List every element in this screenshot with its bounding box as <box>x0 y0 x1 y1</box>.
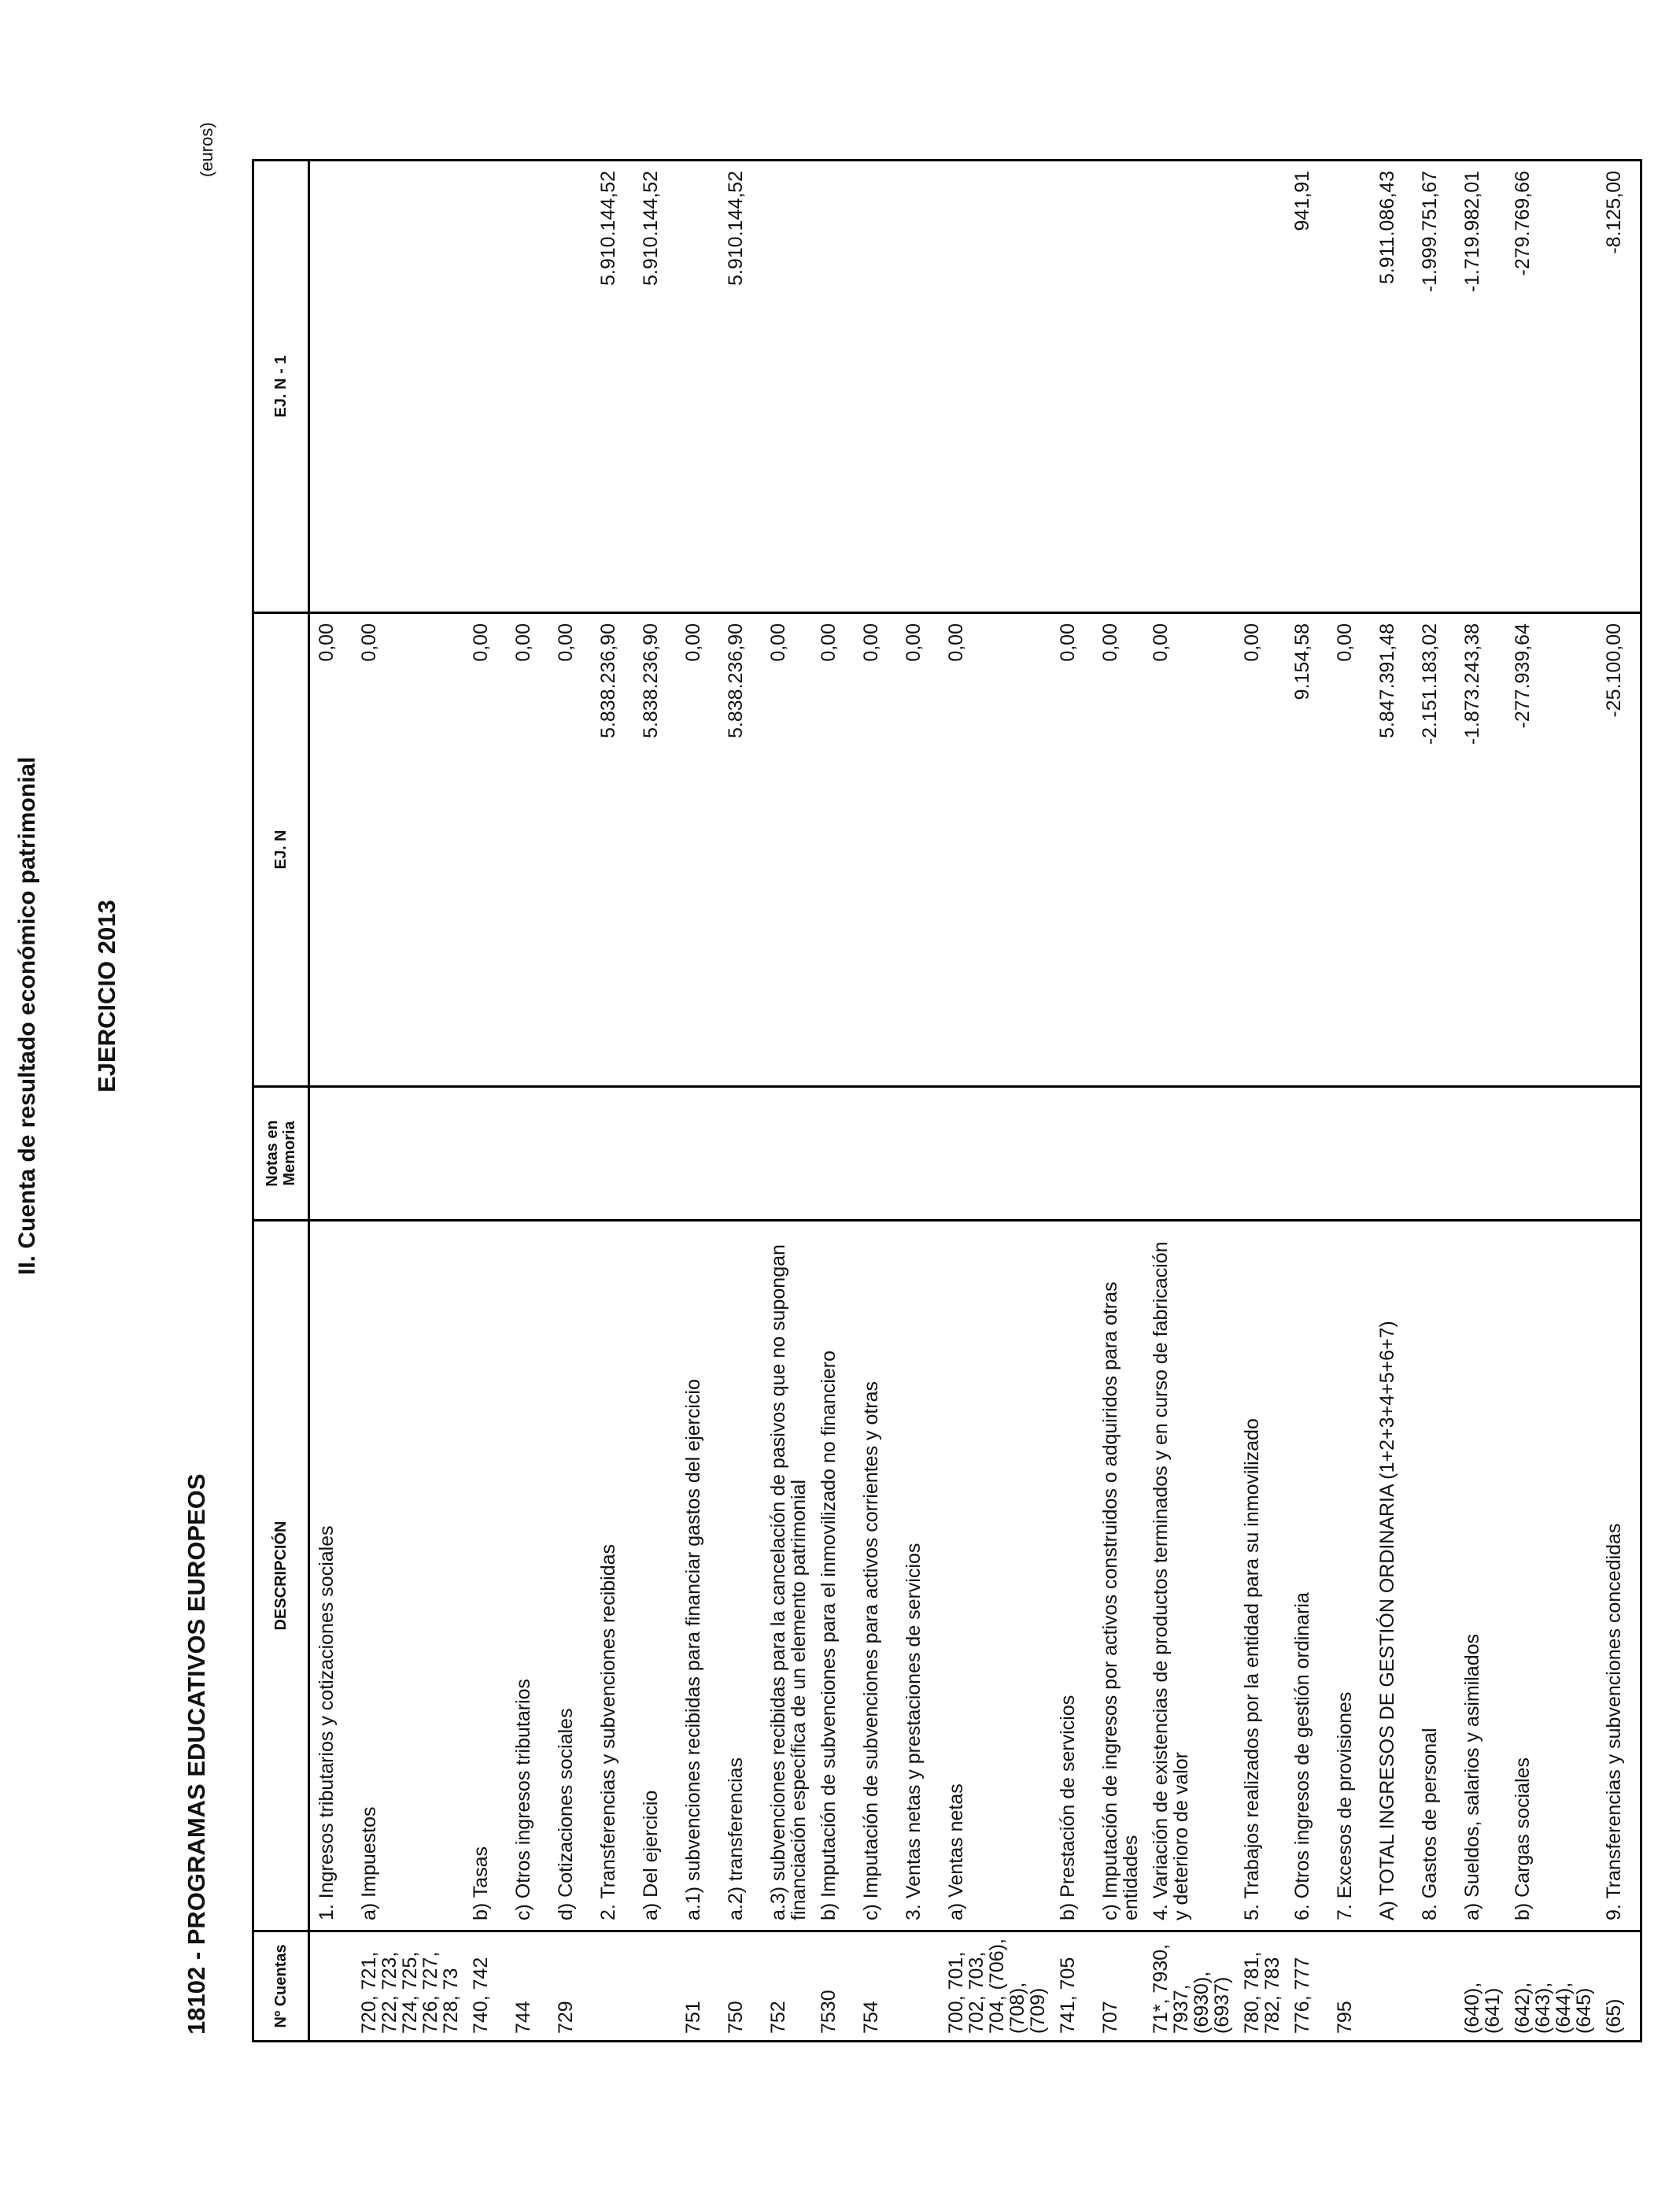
cell-cuentas <box>634 1931 677 2042</box>
table-row <box>592 161 634 2042</box>
cell-cuentas: 71*, 7930, 7937, (6930), (6937) <box>1144 1931 1235 2042</box>
header-cuentas: Nº Cuentas <box>253 1931 309 2042</box>
cell-descripcion: b) Prestación de servicios <box>1051 1221 1094 1931</box>
cell-notas <box>940 1087 1051 1221</box>
program-title: 18102 - PROGRAMAS EDUCATIVOS EUROPEOS <box>183 1473 210 2035</box>
cell-notas <box>507 1087 549 1221</box>
cell-ej-n: 0,00 <box>855 613 897 1087</box>
cell-ej-n: 5.838.236,90 <box>634 613 677 1087</box>
table-row <box>1144 161 1235 2042</box>
cell-ej-n1: -1.719.982,01 <box>1456 161 1506 613</box>
cell-ej-n: 0,00 <box>353 613 464 1087</box>
cell-notas <box>855 1087 897 1221</box>
cell-ej-n: 0,00 <box>464 613 507 1087</box>
cell-cuentas <box>897 1931 940 2042</box>
cell-ej-n1 <box>940 161 1051 613</box>
cell-cuentas: 729 <box>549 1931 592 2042</box>
table-row <box>1051 161 1094 2042</box>
cell-notas <box>353 1087 464 1221</box>
cell-ej-n1: 5.910.144,52 <box>719 161 762 613</box>
table-row <box>762 161 812 2042</box>
cell-cuentas: 754 <box>855 1931 897 2042</box>
table-row <box>719 161 762 2042</box>
cell-notas <box>1051 1087 1094 1221</box>
table-row <box>353 161 464 2042</box>
cell-descripcion: b) Imputación de subvenciones para el inmovilizado no financiero <box>812 1221 855 1931</box>
table-row <box>464 161 507 2042</box>
cell-ej-n1 <box>464 161 507 613</box>
cell-cuentas: 750 <box>719 1931 762 2042</box>
exercise-title: EJERCICIO 2013 <box>93 900 120 1092</box>
cell-descripcion: d) Cotizaciones sociales <box>549 1221 592 1931</box>
cell-cuentas: 776, 777 <box>1286 1931 1328 2042</box>
cell-ej-n1 <box>762 161 812 613</box>
cell-ej-n: 0,00 <box>309 613 353 1087</box>
cell-ej-n1 <box>1094 161 1144 613</box>
cell-descripcion: c) Otros ingresos tributarios <box>507 1221 549 1931</box>
header-notas <box>253 1087 309 1221</box>
cell-notas <box>897 1087 940 1221</box>
cell-cuentas: (65) <box>1597 1931 1641 2042</box>
cell-cuentas <box>1413 1931 1456 2042</box>
cell-descripcion: a.1) subvenciones recibidas para financiar gastos del ejercicio <box>677 1221 719 1931</box>
table-row <box>1235 161 1286 2042</box>
table-row <box>1597 161 1641 2042</box>
cell-notas <box>1094 1087 1144 1221</box>
cell-descripcion: 8. Gastos de personal <box>1413 1221 1456 1931</box>
results-table <box>252 159 1642 2042</box>
cell-cuentas: 7530 <box>812 1931 855 2042</box>
cell-ej-n1 <box>507 161 549 613</box>
table-row <box>309 161 353 2042</box>
cell-ej-n: 0,00 <box>1328 613 1371 1087</box>
cell-cuentas: 795 <box>1328 1931 1371 2042</box>
cell-descripcion: a.3) subvenciones recibidas para la cancelación de pasivos que no supongan financiación específica de un elemento patrimonial <box>762 1221 812 1931</box>
cell-ej-n1 <box>812 161 855 613</box>
cell-ej-n1: 5.910.144,52 <box>592 161 634 613</box>
cell-cuentas: 780, 781, 782, 783 <box>1235 1931 1286 2042</box>
cell-notas <box>464 1087 507 1221</box>
header-ej-n1: EJ. N - 1 <box>253 161 309 613</box>
cell-ej-n1: 5.910.144,52 <box>634 161 677 613</box>
cell-cuentas: 700, 701, 702, 703, 704, (706), (708), (709) <box>940 1931 1051 2042</box>
cell-ej-n1 <box>897 161 940 613</box>
cell-ej-n1 <box>855 161 897 613</box>
cell-cuentas <box>592 1931 634 2042</box>
cell-cuentas: 740, 742 <box>464 1931 507 2042</box>
cell-cuentas: (640), (641) <box>1456 1931 1506 2042</box>
report-title: II. Cuenta de resultado económico patrimonial <box>14 756 40 1275</box>
cell-ej-n: 9.154,58 <box>1286 613 1328 1087</box>
cell-ej-n: 0,00 <box>940 613 1051 1087</box>
cell-descripcion: 7. Excesos de provisiones <box>1328 1221 1371 1931</box>
cell-notas <box>1413 1087 1456 1221</box>
cell-ej-n1 <box>1144 161 1235 613</box>
cell-ej-n: 0,00 <box>812 613 855 1087</box>
table-row <box>1506 161 1597 2042</box>
cell-notas <box>1506 1087 1597 1221</box>
cell-descripcion: 4. Variación de existencias de productos terminados y en curso de fabricación y deterioro de valor <box>1144 1221 1235 1931</box>
cell-ej-n: -25.100,00 <box>1597 613 1641 1087</box>
cell-ej-n: 0,00 <box>897 613 940 1087</box>
table-row <box>549 161 592 2042</box>
cell-notas <box>1235 1087 1286 1221</box>
cell-ej-n: 0,00 <box>1144 613 1235 1087</box>
cell-ej-n1: 941,91 <box>1286 161 1328 613</box>
table-row <box>1456 161 1506 2042</box>
cell-ej-n1 <box>353 161 464 613</box>
table-row <box>1371 161 1413 2042</box>
cell-notas <box>812 1087 855 1221</box>
cell-ej-n1 <box>677 161 719 613</box>
cell-descripcion: 6. Otros ingresos de gestión ordinaria <box>1286 1221 1328 1931</box>
cell-descripcion: b) Cargas sociales <box>1506 1221 1597 1931</box>
cell-notas <box>1286 1087 1328 1221</box>
cell-notas <box>677 1087 719 1221</box>
header-notas-line2: Memoria <box>281 1121 298 1186</box>
cell-ej-n1 <box>309 161 353 613</box>
table-header-row <box>253 161 309 2042</box>
header-notas-line1: Notas en <box>264 1120 281 1187</box>
cell-ej-n: 0,00 <box>1094 613 1144 1087</box>
cell-descripcion: a) Ventas netas <box>940 1221 1051 1931</box>
cell-cuentas: (642), (643), (644), (645) <box>1506 1931 1597 2042</box>
table-row <box>1094 161 1144 2042</box>
cell-descripcion: A) TOTAL INGRESOS DE GESTIÓN ORDINARIA (1+2+3+4+5+6+7) <box>1371 1221 1413 1931</box>
cell-descripcion: 2. Transferencias y subvenciones recibidas <box>592 1221 634 1931</box>
cell-ej-n: 0,00 <box>1051 613 1094 1087</box>
cell-descripcion: b) Tasas <box>464 1221 507 1931</box>
header-descripcion: DESCRIPCIÓN <box>253 1221 309 1931</box>
cell-notas <box>309 1087 353 1221</box>
table-row <box>507 161 549 2042</box>
cell-ej-n: 0,00 <box>1235 613 1286 1087</box>
cell-descripcion: 1. Ingresos tributarios y cotizaciones sociales <box>309 1221 353 1931</box>
cell-cuentas: 707 <box>1094 1931 1144 2042</box>
table-row <box>1328 161 1371 2042</box>
cell-notas <box>719 1087 762 1221</box>
cell-ej-n: 0,00 <box>762 613 812 1087</box>
cell-cuentas: 752 <box>762 1931 812 2042</box>
cell-notas <box>1456 1087 1506 1221</box>
cell-cuentas: 751 <box>677 1931 719 2042</box>
cell-notas <box>1371 1087 1413 1221</box>
table-row <box>897 161 940 2042</box>
cell-notas <box>634 1087 677 1221</box>
cell-descripcion: 3. Ventas netas y prestaciones de servicios <box>897 1221 940 1931</box>
cell-ej-n1 <box>1235 161 1286 613</box>
cell-descripcion: a) Del ejercicio <box>634 1221 677 1931</box>
table-body <box>309 161 1641 2042</box>
cell-notas <box>762 1087 812 1221</box>
cell-descripcion: a.2) transferencias <box>719 1221 762 1931</box>
table-row <box>940 161 1051 2042</box>
cell-descripcion: c) Imputación de ingresos por activos construidos o adquiridos para otras entidades <box>1094 1221 1144 1931</box>
cell-ej-n1 <box>1328 161 1371 613</box>
cell-ej-n1: -8.125,00 <box>1597 161 1641 613</box>
table-row <box>1286 161 1328 2042</box>
cell-ej-n: -2.151.183,02 <box>1413 613 1456 1087</box>
cell-descripcion: 9. Transferencias y subvenciones concedidas <box>1597 1221 1641 1931</box>
cell-ej-n1: -1.999.751,67 <box>1413 161 1456 613</box>
cell-cuentas: 741, 705 <box>1051 1931 1094 2042</box>
cell-ej-n: -1.873.243,38 <box>1456 613 1506 1087</box>
cell-ej-n: -277.939,64 <box>1506 613 1597 1087</box>
cell-ej-n: 0,00 <box>549 613 592 1087</box>
table-row <box>812 161 855 2042</box>
cell-ej-n1: 5.911.086,43 <box>1371 161 1413 613</box>
cell-cuentas: 720, 721, 722, 723, 724, 725, 726, 727, 728, 73 <box>353 1931 464 2042</box>
cell-descripcion: c) Imputación de subvenciones para activos corrientes y otras <box>855 1221 897 1931</box>
cell-notas <box>549 1087 592 1221</box>
cell-cuentas <box>309 1931 353 2042</box>
units-label: (euros) <box>197 122 216 177</box>
cell-descripcion: a) Sueldos, salarios y asimilados <box>1456 1221 1506 1931</box>
table-row <box>634 161 677 2042</box>
cell-notas <box>1597 1087 1641 1221</box>
cell-ej-n: 5.838.236,90 <box>719 613 762 1087</box>
cell-ej-n1 <box>549 161 592 613</box>
cell-descripcion: a) Impuestos <box>353 1221 464 1931</box>
header-ej-n: EJ. N <box>253 613 309 1087</box>
cell-notas <box>1328 1087 1371 1221</box>
cell-ej-n: 5.838.236,90 <box>592 613 634 1087</box>
cell-notas <box>1144 1087 1235 1221</box>
cell-ej-n1 <box>1051 161 1094 613</box>
table-row <box>855 161 897 2042</box>
cell-notas <box>592 1087 634 1221</box>
table-row <box>1413 161 1456 2042</box>
cell-ej-n: 5.847.391,48 <box>1371 613 1413 1087</box>
cell-ej-n: 0,00 <box>507 613 549 1087</box>
cell-ej-n1: -279.769,66 <box>1506 161 1597 613</box>
table-row <box>677 161 719 2042</box>
cell-descripcion: 5. Trabajos realizados por la entidad para su inmovilizado <box>1235 1221 1286 1931</box>
cell-ej-n: 0,00 <box>677 613 719 1087</box>
cell-cuentas <box>1371 1931 1413 2042</box>
cell-cuentas: 744 <box>507 1931 549 2042</box>
